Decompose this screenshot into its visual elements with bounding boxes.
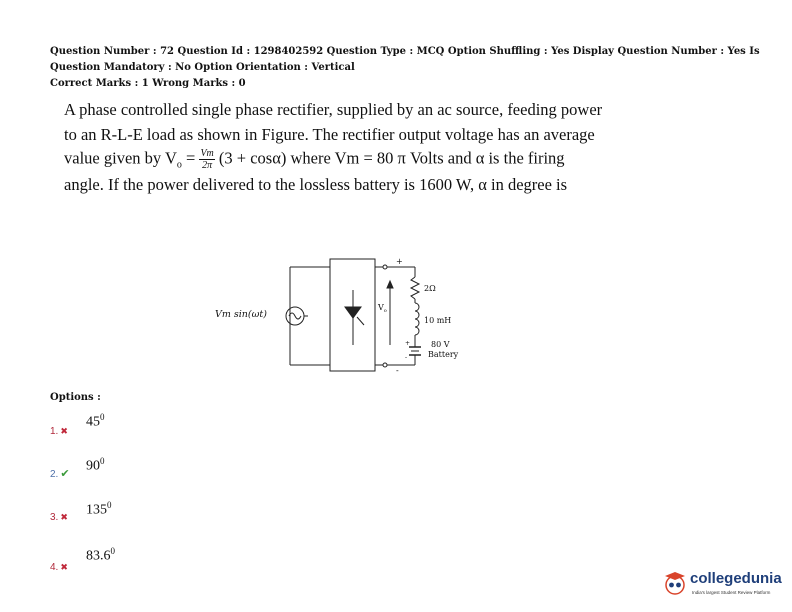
question-text-line-4: angle. If the power delivered to the lossless battery is 1600 W, α in degree is (64, 175, 568, 194)
brand-tagline: India's largest Student Review Platform (692, 590, 771, 595)
minus-bottom: - (396, 366, 399, 375)
fraction-vm-over-2pi: $\frac{Vm}{2\pi}$ (200, 148, 214, 171)
question-text-line-3: value given by $V_o$ = $\frac{Vm}{2\pi}$ (3 + cosα) where Vm = 80 π Volts and α is the firing (64, 148, 565, 171)
brand-name: collegedunia (690, 570, 782, 587)
question-text-line-2: to an R-L-E load as shown in Figure. The rectifier output voltage has an average (64, 125, 595, 144)
option-4-number: 4. ✖ (50, 562, 68, 573)
option-2-number: 2. ✔ (50, 468, 70, 480)
graduate-icon (662, 570, 688, 596)
question-meta-line-2: Question Mandatory : No Option Orientation : Vertical (50, 62, 355, 73)
rectifier-circuit-diagram (210, 255, 480, 385)
question-meta-line-1: Question Number : 72 Question Id : 1298402592 Question Type : MCQ Option Shuffling : Yes Display Question Number : Yes Is (50, 46, 760, 57)
inductor-icon (415, 303, 419, 335)
battery-plus: + (405, 340, 411, 347)
check-icon: ✔ (60, 468, 70, 480)
battery-label: Battery (428, 350, 459, 359)
option-3-value[interactable]: $135^0$ (86, 500, 112, 518)
cross-icon: ✖ (60, 512, 68, 522)
cross-icon: ✖ (60, 562, 68, 572)
output-voltage-label: $V_o$ (378, 303, 387, 314)
battery-voltage-label: 80 V (431, 340, 450, 349)
thyristor-icon (345, 307, 361, 318)
option-1-number: 1. ✖ (50, 426, 68, 437)
plus-top: + (396, 257, 403, 266)
resistor-icon (411, 277, 419, 299)
options-title: Options : (50, 392, 101, 403)
cross-icon: ✖ (60, 426, 68, 436)
option-4-value[interactable]: 83.6$^0$ (86, 546, 115, 564)
option-2-value[interactable]: $90^0$ (86, 456, 105, 474)
inductor-label: 10 mH (424, 316, 452, 325)
option-1-value[interactable]: $45^0$ (86, 412, 105, 430)
source-label: Vm sin(ωt) (215, 309, 267, 320)
resistor-label: 2Ω (424, 284, 436, 293)
option-3-number: 3. ✖ (50, 512, 68, 523)
marks-line: Correct Marks : 1 Wrong Marks : 0 (50, 78, 246, 89)
battery-minus: - (405, 354, 408, 361)
question-text-line-1: A phase controlled single phase rectifier, supplied by an ac source, feeding power (64, 100, 603, 119)
